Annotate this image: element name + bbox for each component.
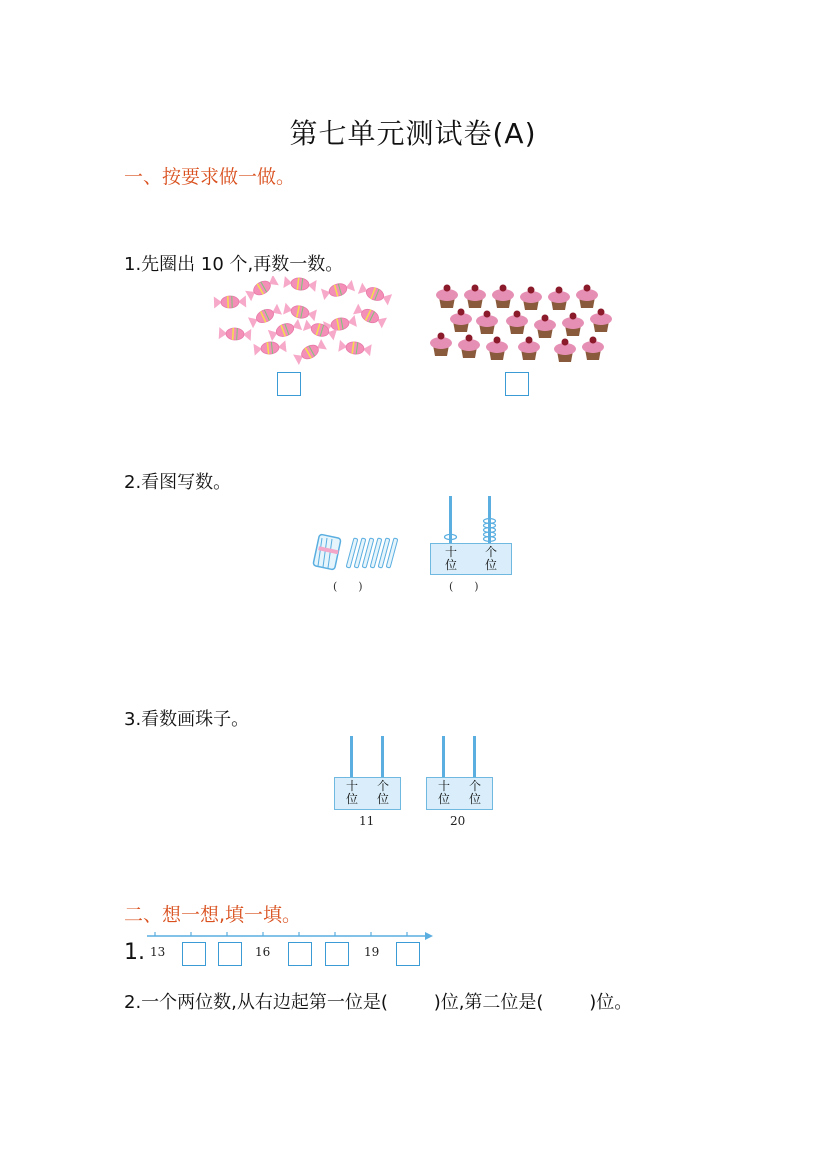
number-line-label-16: 16 [255, 945, 271, 959]
candy-icon [283, 303, 317, 321]
cupcake-icon [486, 337, 508, 361]
candy-icon [358, 283, 392, 306]
tens-place-label: 十 位 [345, 779, 358, 806]
cupcake-icon [450, 309, 472, 333]
question-1-text: 1.先圈出 10 个,再数一数。 [124, 254, 344, 275]
sticks-illustration [310, 530, 405, 575]
section-1-heading: 一、按要求做一做。 [124, 166, 296, 188]
number-line-box-15[interactable] [218, 942, 242, 966]
cupcake-group [425, 282, 620, 370]
cupcake-icon [476, 311, 498, 335]
cupcake-icon [436, 285, 458, 309]
answer-paren-sticks[interactable]: ( ) [333, 580, 363, 593]
cupcake-icon [520, 287, 542, 311]
answer-box-cupcakes[interactable] [505, 372, 529, 396]
section-2-heading: 二、想一想,填一填。 [124, 904, 302, 926]
number-line-box-14[interactable] [182, 942, 206, 966]
candy-icon [268, 319, 302, 341]
candy-icon [353, 304, 387, 329]
cupcake-icon [534, 315, 556, 339]
number-line-box-18[interactable] [325, 942, 349, 966]
cupcake-icon [576, 285, 598, 309]
number-line-label-19: 19 [364, 945, 380, 959]
bead-icon [445, 534, 457, 539]
question-3-text: 3.看数画珠子。 [124, 709, 250, 730]
candy-icon [321, 280, 355, 300]
abacus-20[interactable] [426, 736, 493, 811]
abacus-number-11: 11 [359, 814, 375, 828]
single-sticks [346, 538, 398, 568]
section-2-q2-text: 2.一个两位数,从右边起第一位是( )位,第二位是( )位。 [124, 992, 633, 1013]
page-title: 第七单元测试卷(A) [289, 117, 537, 150]
candy-icon [219, 327, 252, 341]
cupcake-icon [492, 285, 514, 309]
tens-place-label: 十 位 [437, 779, 450, 806]
number-line-box-20[interactable] [396, 942, 420, 966]
number-line-box-17[interactable] [288, 942, 312, 966]
cupcake-icon [548, 287, 570, 311]
cupcake-icon [590, 309, 612, 333]
candy-icon [293, 339, 327, 365]
cupcake-icon [562, 313, 584, 337]
tens-place-label: 十 位 [444, 545, 457, 572]
candy-icon [253, 340, 286, 355]
cupcake-icon [464, 285, 486, 309]
abacus-q2 [430, 496, 512, 576]
candy-icon [283, 276, 316, 292]
answer-paren-abacus[interactable]: ( ) [449, 580, 479, 593]
ones-place-label: 个 位 [376, 779, 389, 806]
candy-icon [248, 304, 282, 328]
cupcake-icon [506, 311, 528, 335]
abacus-11[interactable] [334, 736, 401, 811]
answer-box-candies[interactable] [277, 372, 301, 396]
cupcake-icon [582, 337, 604, 361]
section-2-q1-number: 1. [124, 940, 145, 965]
ones-place-label: 个 位 [484, 545, 497, 572]
bundle-of-ten-icon [313, 534, 341, 570]
cupcake-icon [458, 335, 480, 359]
cupcake-icon [554, 339, 576, 363]
cupcake-icon [518, 337, 540, 361]
number-line-label-13: 13 [150, 945, 166, 959]
candy-group [210, 276, 400, 368]
candy-icon [338, 340, 371, 356]
cupcake-icon [430, 333, 452, 357]
ones-place-label: 个 位 [468, 779, 481, 806]
candy-icon [245, 276, 279, 301]
question-2-text: 2.看图写数。 [124, 472, 232, 493]
abacus-number-20: 20 [450, 814, 466, 828]
candy-icon [214, 295, 246, 308]
